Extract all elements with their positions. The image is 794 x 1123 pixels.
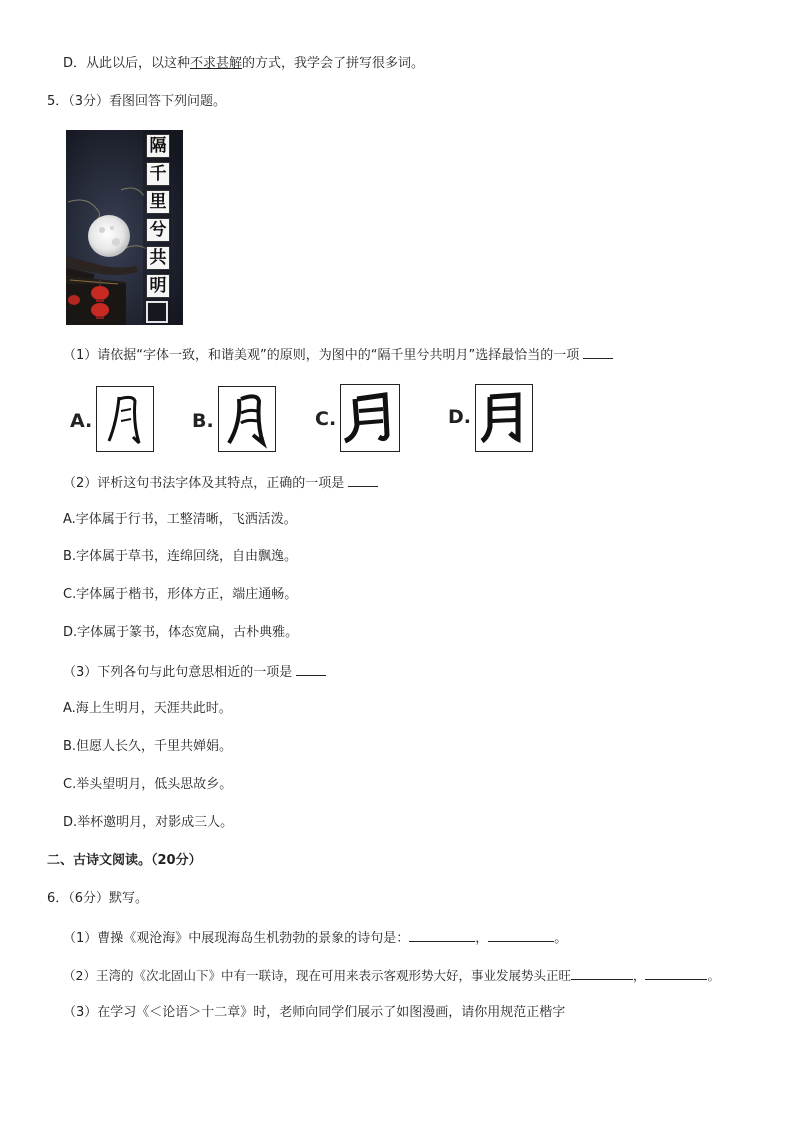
q5-sub3-option-b: B.但愿人长久，千里共婵娟。 [63,739,233,754]
option-a-label[interactable]: A. [70,410,93,432]
q5-sub3-option-a: A.海上生明月，天涯共此时。 [63,701,232,716]
option-d-calligraphy-image[interactable] [475,384,533,452]
q6-title: 6．（6分）默写。 [47,891,149,906]
q6-sub2: （2）王湾的《次北固山下》中有一联诗，现在可用来表示客观形势大好，事业发展势头正旺 ， 。 [63,968,720,983]
poster-char-2: 千 [146,162,170,186]
poster-blank-box [146,301,168,323]
moon-poster-image [66,130,183,325]
q5-sub3-option-c: C.举头望明月，低头思故乡。 [63,777,233,792]
underlined-phrase: 不求甚解 [190,56,243,71]
q5-sub3-option-d: D.举杯邀明月，对影成三人。 [63,815,234,830]
poster-char-4: 兮 [146,218,170,242]
option-d-label[interactable]: D. [448,406,471,428]
answer-blank[interactable] [348,473,378,487]
q5-sub3: （3）下列各句与此句意思相近的一项是 [63,662,326,682]
option-c-calligraphy-image[interactable] [340,384,400,452]
section-heading: 二、古诗文阅读。（20分） [47,853,202,868]
q5-sub2-option-b: B.字体属于草书，连绵回绕，自由飘逸。 [63,549,298,564]
answer-blank[interactable] [488,928,554,942]
q5-sub1: （1）请依据“字体一致，和谐美观”的原则，为图中的“隔千里兮共明月”选择最恰当的一项 [63,345,613,365]
answer-blank[interactable] [409,928,475,942]
answer-blank[interactable] [296,662,326,676]
option-c-label[interactable]: C. [315,408,337,430]
answer-blank[interactable] [571,966,633,980]
answer-blank[interactable] [583,345,613,359]
q5-sub2-option-d: D.字体属于篆书，体态宽扁，古朴典雅。 [63,625,299,640]
option-b-label[interactable]: B. [192,410,214,432]
q6-sub1: （1）曹操《观沧海》中展现海岛生机勃勃的景象的诗句是： ， 。 [63,928,567,948]
q5-title: 5．（3分）看图回答下列问题。 [47,94,227,109]
option-a-calligraphy-image[interactable] [96,386,154,452]
poster-char-1: 隔 [146,134,170,158]
poster-char-6: 明 [146,274,170,298]
option-b-calligraphy-image[interactable] [218,386,276,452]
answer-blank[interactable] [645,966,707,980]
q5-sub2: （2）评析这句书法字体及其特点，正确的一项是 [63,473,378,493]
q5-sub2-option-c: C.字体属于楷书，形体方正，端庄通畅。 [63,587,298,602]
q4-option-d: D．从此以后，以这种不求甚解的方式，我学会了拼写很多词。 [63,56,425,71]
q5-sub2-option-a: A.字体属于行书，工整清晰，飞洒活泼。 [63,512,297,527]
q6-sub3: （3）在学习《＜论语＞十二章》时，老师向同学们展示了如图漫画，请你用规范正楷字 [63,1005,566,1020]
poster-char-3: 里 [146,190,170,214]
poster-char-5: 共 [146,246,170,270]
